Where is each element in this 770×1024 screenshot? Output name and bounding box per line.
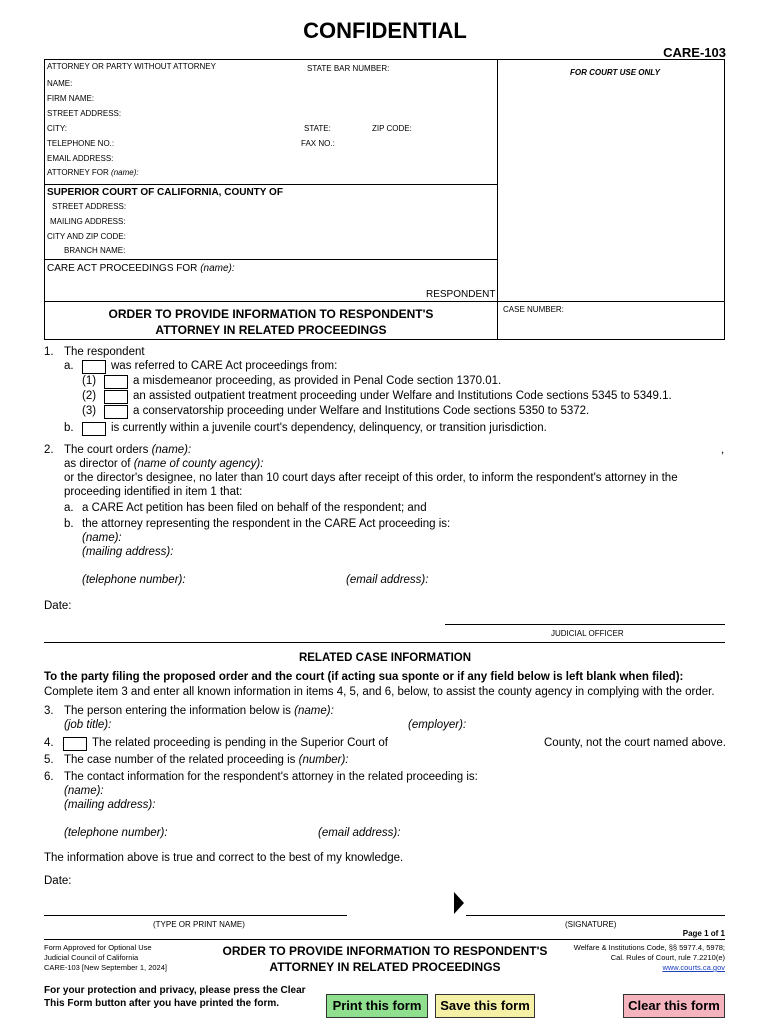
item3-name-hint: (name):: [294, 705, 334, 717]
attorney-for-text: ATTORNEY FOR: [47, 168, 109, 177]
footer-code-line1: Welfare & Institutions Code, §§ 5977.4, 5978;: [573, 943, 725, 952]
item6-text: The contact information for the respondent's attorney in the related proceeding is:: [64, 771, 478, 783]
fax-label: FAX NO.:: [301, 139, 335, 148]
name-label: NAME:: [47, 79, 73, 88]
state-bar-label: STATE BAR NUMBER:: [307, 64, 390, 73]
care-proceedings-text: CARE ACT PROCEEDINGS FOR: [47, 263, 198, 274]
firm-name-label: FIRM NAME:: [47, 94, 95, 103]
item5-text: [64, 754, 348, 766]
care-proceedings-name-hint: (name):: [200, 263, 235, 274]
item1a3-checkbox[interactable]: [104, 405, 128, 419]
street-address-label: STREET ADDRESS:: [47, 109, 122, 118]
item1b-checkbox[interactable]: [82, 422, 106, 436]
zip-label: ZIP CODE:: [372, 124, 412, 133]
item1-num: 1.: [44, 346, 54, 358]
court-city-zip-label: CITY AND ZIP CODE:: [47, 232, 126, 241]
item2a-text: a CARE Act petition has been filed on behalf of the respondent; and: [82, 502, 427, 514]
item2-agency-hint: (name of county agency):: [133, 458, 264, 470]
item3-employer-hint: (employer):: [408, 719, 467, 731]
respondent-label: RESPONDENT: [426, 289, 496, 300]
item2-designee-line1: or the director's designee, no later than 10 court days after receipt of this order, to inform the respondent's attorney in the: [64, 472, 678, 484]
court-branch-label: BRANCH NAME:: [64, 246, 126, 255]
footer-form-version: CARE-103 [New September 1, 2024]: [44, 963, 167, 972]
item2-num: 2.: [44, 444, 54, 456]
related-instructions-bold: To the party filing the proposed order and the court (if acting sua sponte or if any field below is left blank when filed):: [44, 671, 684, 683]
item1a-text: was referred to CARE Act proceedings from:: [111, 360, 338, 372]
privacy-note-line2: This Form button after you have printed the form.: [44, 998, 280, 1009]
item6-phone-hint: (telephone number):: [64, 827, 168, 839]
item6-num: 6.: [44, 771, 54, 783]
item4-checkbox[interactable]: [63, 737, 87, 751]
item2-phone-hint: (telephone number):: [82, 574, 186, 586]
item2-designee-line2: proceeding identified in item 1 that:: [64, 486, 243, 498]
footer-approved-line2: Judicial Council of California: [44, 953, 139, 962]
item4-end: County, not the court named above.: [544, 737, 726, 749]
attorney-for-name-hint: (name):: [111, 168, 139, 177]
item5-number-hint: (number):: [298, 754, 349, 766]
item1b-text: is currently within a juvenile court's dependency, delinquency, or transition jurisdiction.: [111, 422, 547, 434]
footer-code-line2: Cal. Rules of Court, rule 7.2210(e): [610, 953, 725, 962]
item1a2-text: an assisted outpatient treatment proceeding under Welfare and Institutions Code sections 5345 to 5349.1.: [133, 390, 672, 402]
item2-court-orders: [64, 444, 191, 456]
signature-arrow-icon: [454, 892, 464, 914]
item4-text: The related proceeding is pending in the Superior Court of: [92, 737, 388, 749]
item2-mailing-hint: (mailing address):: [82, 546, 174, 558]
item1a1-text: a misdemeanor proceeding, as provided in Penal Code section 1370.01.: [133, 375, 502, 387]
item1a-letter: a.: [64, 360, 74, 372]
caption-box: [44, 59, 725, 340]
order-title-line2: ATTORNEY IN RELATED PROCEEDINGS: [155, 323, 387, 337]
signature-label: (SIGNATURE): [565, 920, 617, 929]
item1-text: The respondent: [64, 346, 145, 358]
order-date-label: Date:: [44, 600, 72, 612]
courts-website-link[interactable]: www.courts.ca.gov: [662, 963, 725, 972]
item2b-text: the attorney representing the respondent in the CARE Act proceeding is:: [82, 518, 451, 530]
save-form-button[interactable]: Save this form: [435, 994, 535, 1018]
item1a2-checkbox[interactable]: [104, 390, 128, 404]
item2-attorney-name-hint: (name):: [82, 532, 122, 544]
item2a-letter: a.: [64, 502, 74, 514]
item2-email-hint: (email address):: [346, 574, 429, 586]
item1a2-num: (2): [82, 390, 97, 402]
confidential-heading: CONFIDENTIAL: [303, 18, 467, 43]
footer-approved-line1: Form Approved for Optional Use: [44, 943, 152, 952]
item1a1-checkbox[interactable]: [104, 375, 128, 389]
care-proceedings-label: [47, 263, 235, 274]
print-form-button[interactable]: Print this form: [326, 994, 428, 1018]
related-instructions: Complete item 3 and enter all known information in items 4, 5, and 6, below, to assist the county agency in complying with the order.: [44, 686, 715, 698]
item5-num: 5.: [44, 754, 54, 766]
related-heading: RELATED CASE INFORMATION: [298, 652, 472, 664]
footer-title-line2: ATTORNEY IN RELATED PROCEEDINGS: [269, 960, 501, 974]
form-code: CARE-103: [663, 45, 726, 60]
privacy-note-line1: For your protection and privacy, please press the Clear: [44, 985, 306, 996]
page-number: Page 1 of 1: [682, 929, 725, 938]
item2-court-orders-text: The court orders: [64, 444, 149, 456]
item6-mailing-hint: (mailing address):: [64, 799, 156, 811]
item3-num: 3.: [44, 705, 54, 717]
clear-form-button[interactable]: Clear this form: [623, 994, 725, 1018]
court-mailing-label: MAILING ADDRESS:: [50, 217, 126, 226]
city-label: CITY:: [47, 124, 68, 133]
item2b-letter: b.: [64, 518, 74, 530]
item2-director: [64, 458, 263, 470]
related-date-label: Date:: [44, 875, 72, 887]
certification-text: The information above is true and correct to the best of my knowledge.: [44, 852, 404, 864]
item5-text-main: The case number of the related proceeding is: [64, 754, 296, 766]
item2-comma: ,: [721, 444, 725, 456]
item2-name-hint: (name):: [151, 444, 192, 456]
telephone-label: TELEPHONE NO.:: [47, 139, 115, 148]
item3-job-hint: (job title):: [64, 719, 112, 731]
item4-num: 4.: [44, 737, 54, 749]
item1b-letter: b.: [64, 422, 74, 434]
item3-text-main: The person entering the information below is: [64, 705, 291, 717]
item6-name-hint: (name):: [64, 785, 104, 797]
court-street-label: STREET ADDRESS:: [52, 202, 127, 211]
state-label: STATE:: [304, 124, 331, 133]
attorney-for-label: [47, 168, 139, 177]
court-heading: SUPERIOR COURT OF CALIFORNIA, COUNTY OF: [47, 187, 283, 198]
item1a-checkbox[interactable]: [82, 360, 106, 374]
court-use-label: FOR COURT USE ONLY: [570, 68, 660, 77]
attorney-heading: ATTORNEY OR PARTY WITHOUT ATTORNEY: [47, 62, 216, 71]
case-number-label: CASE NUMBER:: [503, 305, 564, 314]
item3-text: [64, 705, 334, 717]
email-label: EMAIL ADDRESS:: [47, 154, 114, 163]
item6-email-hint: (email address):: [318, 827, 401, 839]
item1a1-num: (1): [82, 375, 97, 387]
item2-director-text: as director of: [64, 458, 131, 470]
item1a3-num: (3): [82, 405, 97, 417]
type-name-label: (TYPE OR PRINT NAME): [153, 920, 245, 929]
footer-title-line1: ORDER TO PROVIDE INFORMATION TO RESPONDENT'S: [222, 944, 548, 958]
item1a3-text: a conservatorship proceeding under Welfare and Institutions Code sections 5350 to 5372.: [133, 405, 590, 417]
judicial-officer-label: JUDICIAL OFFICER: [551, 629, 624, 638]
order-title-line1: ORDER TO PROVIDE INFORMATION TO RESPONDENT'S: [108, 307, 434, 321]
